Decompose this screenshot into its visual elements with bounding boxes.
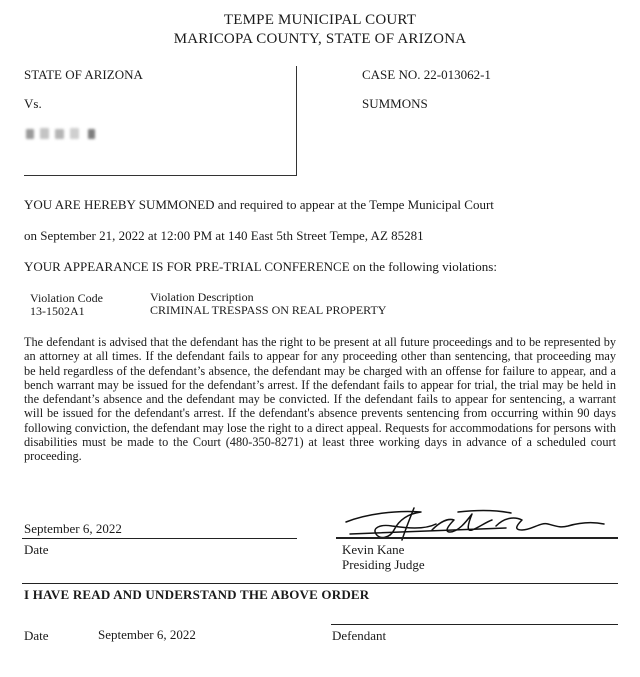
violation-description-header: Violation Description [150, 290, 254, 304]
signed-date: September 6, 2022 [24, 521, 122, 536]
case-number: CASE NO. 22-013062-1 [362, 67, 491, 82]
acknowledgement-divider [22, 583, 618, 584]
defendant-label: Defendant [332, 628, 387, 643]
caption-divider-horizontal [24, 175, 297, 176]
judge-signature-line [336, 537, 618, 539]
judge-name: Kevin Kane [342, 542, 405, 557]
plaintiff: STATE OF ARIZONA [24, 67, 143, 82]
advisory-paragraph: The defendant is advised that the defendant has the right to be present at all future proceedings and to be represented by an attorney at all times. If the defendant fails to appear for any proceeding other than sentencing, that proceeding may be held regardless of the defendant’s absence, the defendant may be charged with an offense for failure to appear, and a bench warrant may be issued for the defendant’s arrest. If the defendant fails to appear for trial, the trial may be held in the defendant’s absence and the defendant may be convicted. If the defendant fails to appear for sentencing, a warrant will be issued for the defendant's arrest. If the defendant's absence prevents sentencing from occurring within 90 days following conviction, the defendant may lose the right to a direct appeal. Requests for accommodations for persons with disabilities must be made to the Court (480-350-8271) at least three working days in advance of a scheduled court proceeding. [24, 335, 616, 464]
summons-line: YOU ARE HEREBY SUMMONED and required to appear at the Tempe Municipal Court [24, 197, 494, 212]
caption-divider-vertical [296, 66, 297, 176]
violation-code-header: Violation Code [30, 291, 103, 305]
judge-title: Presiding Judge [342, 557, 425, 572]
ack-date-value: September 6, 2022 [98, 627, 196, 642]
ack-date-label: Date [24, 628, 49, 643]
violation-description: CRIMINAL TRESPASS ON REAL PROPERTY [150, 303, 387, 317]
appearance-datetime-location: on September 21, 2022 at 12:00 PM at 140 East 5th Street Tempe, AZ 85281 [24, 228, 424, 243]
date-signature-line [22, 538, 297, 539]
judge-signature-image [336, 500, 616, 548]
violation-code: 13-1502A1 [30, 304, 85, 318]
versus-label: Vs. [24, 96, 42, 111]
acknowledgement-heading: I HAVE READ AND UNDERSTAND THE ABOVE ORDER [24, 587, 370, 602]
redacted-defendant-name [26, 128, 106, 140]
appearance-type: YOUR APPEARANCE IS FOR PRE-TRIAL CONFERENCE on the following violations: [24, 259, 497, 274]
court-name: TEMPE MUNICIPAL COURT [223, 12, 417, 28]
document-type: SUMMONS [362, 96, 428, 111]
court-county: MARICOPA COUNTY, STATE OF ARIZONA [173, 31, 467, 47]
date-label: Date [24, 542, 49, 557]
defendant-signature-line [331, 624, 618, 625]
